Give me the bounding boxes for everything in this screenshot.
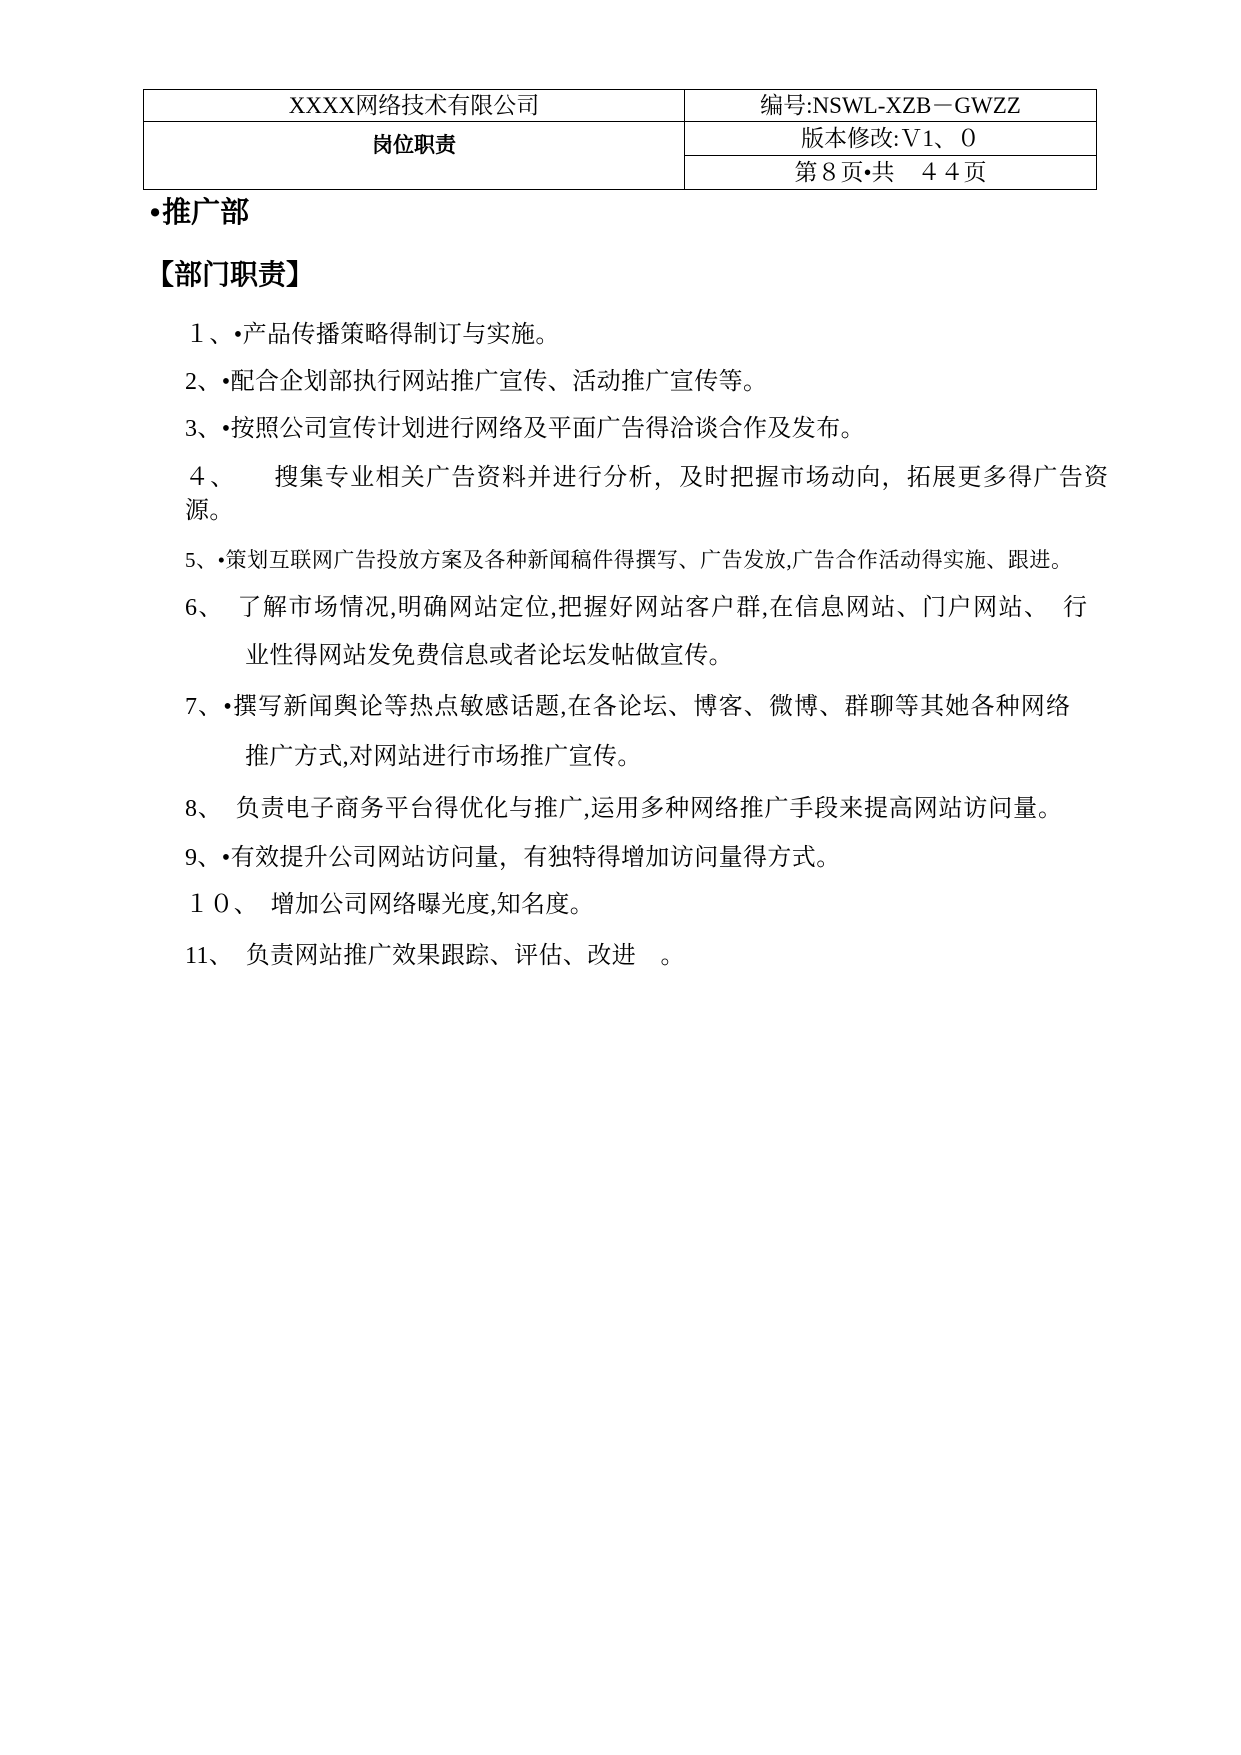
responsibility-line: 8、 负责电子商务平台得优化与推广,运用多种网络推广手段来提高网站访问量。 <box>185 796 1062 822</box>
document-title-cell <box>144 122 685 190</box>
responsibility-line: 5、•策划互联网广告投放方案及各种新闻稿件得撰写、广告发放,广告合作活动得实施、跟进。 <box>185 548 1072 572</box>
company-name: XXXX网络技术有限公司 <box>288 92 540 118</box>
responsibility-line: 11、 负责网站推广效果跟踪、评估、改进 。 <box>185 943 685 969</box>
responsibility-line: １、•产品传播策略得制订与实施。 <box>185 322 560 348</box>
document-code-cell <box>685 90 1097 122</box>
document-code: 编号:NSWL-XZB－GWZZ <box>760 92 1021 118</box>
section-heading <box>150 195 249 231</box>
header-table <box>143 89 1097 190</box>
responsibility-line: 2、•配合企划部执行网站推广宣传、活动推广宣传等。 <box>185 369 768 395</box>
responsibility-line: 6、 了解市场情况,明确网站定位,把握好网站客户群,在信息网站、门户网站、 行 <box>185 595 1087 621</box>
bullet-icon: • <box>150 197 161 229</box>
subsection-heading: 【部门职责】 <box>146 259 315 290</box>
responsibility-line: １０、 增加公司网络曝光度,知名度。 <box>185 892 595 918</box>
responsibility-line: 3、•按照公司宣传计划进行网络及平面广告得洽谈合作及发布。 <box>185 416 866 442</box>
version-text: 版本修改:Ｖ1、０ <box>801 125 980 151</box>
section-title: 推广部 <box>162 197 250 229</box>
responsibility-line-continued: 业性得网站发免费信息或者论坛发帖做宣传。 <box>245 643 733 669</box>
responsibility-line-continued: 源。 <box>185 498 234 524</box>
responsibility-line: 7、•撰写新闻舆论等热点敏感话题,在各论坛、博客、微博、群聊等其她各种网络 <box>185 694 1070 720</box>
responsibility-line: ４、 搜集专业相关广告资料并进行分析，及时把握市场动向，拓展更多得广告资 <box>185 465 1108 491</box>
company-name-cell <box>144 90 685 122</box>
responsibility-line: 9、•有效提升公司网站访问量，有独特得增加访问量得方式。 <box>185 845 841 871</box>
version-cell <box>685 122 1097 156</box>
page-number: 第８页•共 ４４页 <box>794 159 987 185</box>
page-number-cell <box>685 156 1097 190</box>
responsibility-line-continued: 推广方式,对网站进行市场推广宣传。 <box>245 744 642 770</box>
document-title: 岗位职责 <box>372 134 456 157</box>
